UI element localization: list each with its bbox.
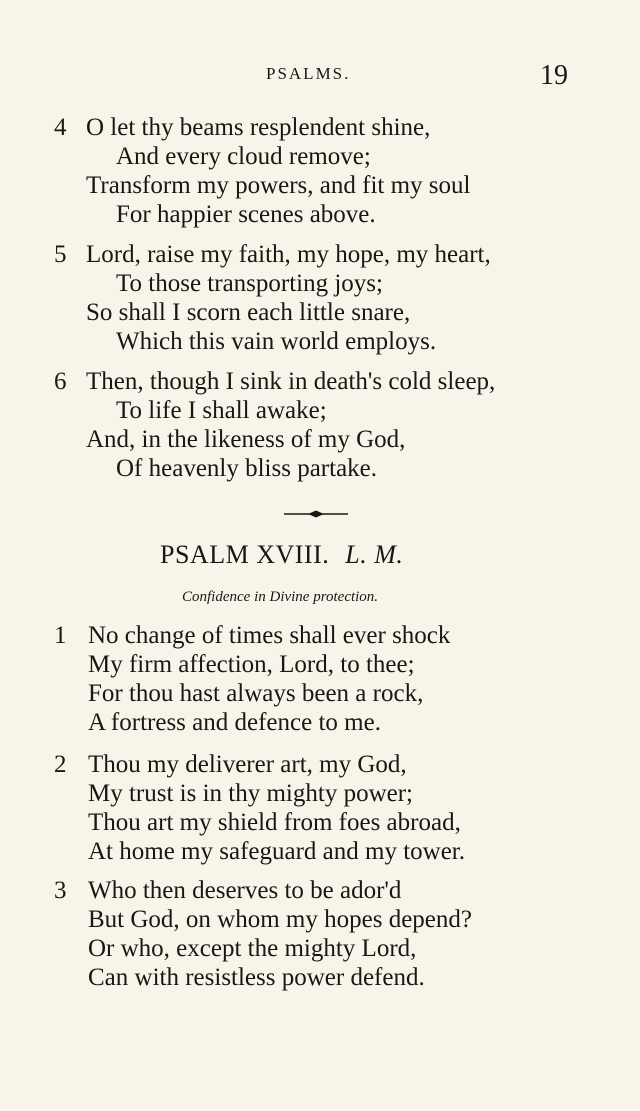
stanza-3 xyxy=(0,876,640,992)
verse-line: For thou hast always been a rock, xyxy=(88,680,424,707)
verse-line: Or who, except the mighty Lord, xyxy=(88,935,417,962)
stanza-6 xyxy=(0,367,640,483)
psalm-heading xyxy=(160,540,403,570)
verse-line: Then, though I sink in death's cold sleep, xyxy=(86,368,496,395)
verse-line: And, in the likeness of my God, xyxy=(86,426,406,453)
verse-line: A fortress and defence to me. xyxy=(88,709,381,736)
verse-line: Of heavenly bliss partake. xyxy=(116,455,378,482)
ornament-divider-icon xyxy=(284,508,348,520)
verse-line: No change of times shall ever shock xyxy=(88,622,451,649)
verse-number: 4 xyxy=(54,114,67,141)
verse-line: O let thy beams resplendent shine, xyxy=(86,114,431,141)
verse-line: Who then deserves to be ador'd xyxy=(88,877,402,904)
verse-line: And every cloud remove; xyxy=(116,143,371,170)
page-number: 19 xyxy=(540,60,568,91)
psalm-meter: L. M. xyxy=(345,540,404,569)
verse-number: 3 xyxy=(54,877,67,904)
verse-line: Which this vain world employs. xyxy=(116,328,437,355)
verse-line: So shall I scorn each little snare, xyxy=(86,299,411,326)
verse-line: To life I shall awake; xyxy=(116,397,327,424)
running-head xyxy=(0,62,640,92)
verse-line: Can with resistless power defend. xyxy=(88,964,425,991)
verse-number: 1 xyxy=(54,622,67,649)
verse-line: At home my safeguard and my tower. xyxy=(88,838,465,865)
stanza-4 xyxy=(0,113,640,229)
verse-line: Thou art my shield from foes abroad, xyxy=(88,809,461,836)
verse-line: Transform my powers, and fit my soul xyxy=(86,172,471,199)
verse-line: Thou my deliverer art, my God, xyxy=(88,751,407,778)
verse-line: My trust is in thy mighty power; xyxy=(88,780,413,807)
psalm-title: PSALM XVIII. xyxy=(160,540,330,569)
verse-line: To those transporting joys; xyxy=(116,270,383,297)
verse-line: But God, on whom my hopes depend? xyxy=(88,906,472,933)
verse-line: Lord, raise my faith, my hope, my heart, xyxy=(86,241,491,268)
verse-line: My firm affection, Lord, to thee; xyxy=(88,651,415,678)
verse-number: 5 xyxy=(54,241,67,268)
psalm-subtitle: Confidence in Divine protection. xyxy=(182,589,379,605)
verse-number: 2 xyxy=(54,751,67,778)
stanza-1 xyxy=(0,621,640,737)
stanza-5 xyxy=(0,240,640,356)
verse-number: 6 xyxy=(54,368,67,395)
verse-line: For happier scenes above. xyxy=(116,201,376,228)
stanza-2 xyxy=(0,750,640,866)
running-title: PSALMS. xyxy=(266,64,351,83)
